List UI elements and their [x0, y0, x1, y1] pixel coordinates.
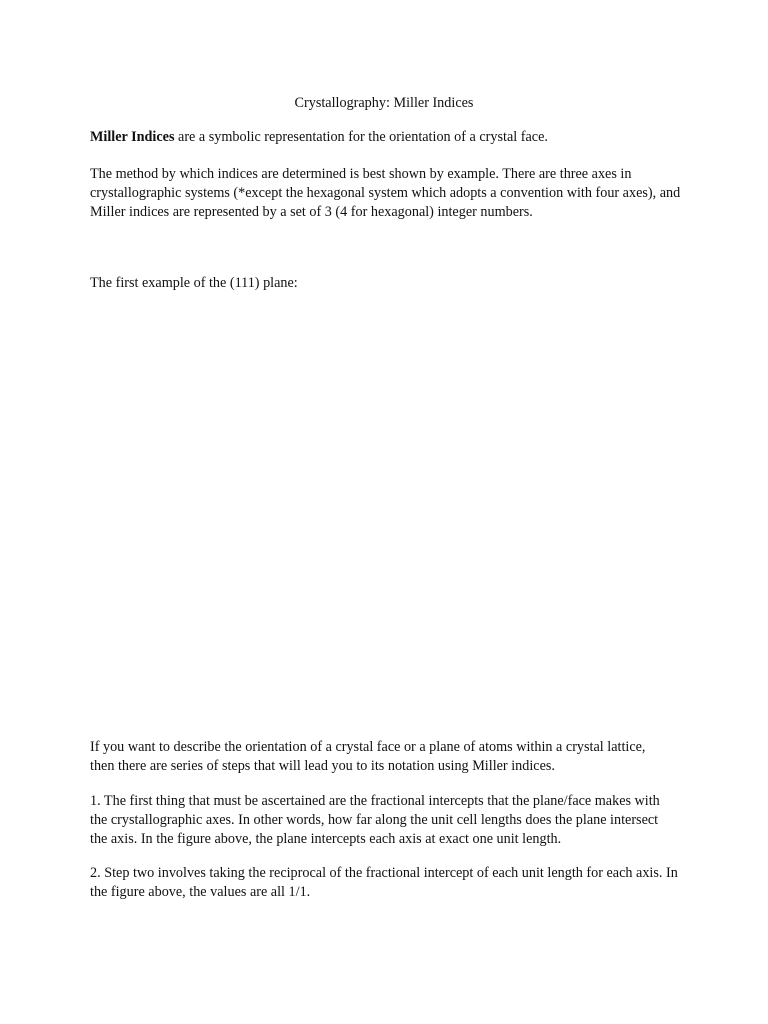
- intro-paragraph: [90, 128, 690, 147]
- step-one-paragraph: 1. The first thing that must be ascertained are the fractional intercepts that the plane/face makes with the crystallographic axes. In other words, how far along the unit cell lengths does the plane intersect the axis. In the figure above, the plane intercepts each axis at exact one unit length.: [90, 793, 660, 847]
- intro-definition: are a symbolic representation for the orientation of a crystal face.: [174, 129, 548, 145]
- figure-placeholder: [90, 300, 690, 720]
- step-two-paragraph: 2. Step two involves taking the reciprocal of the fractional intercept of each unit length for each axis. In the figure above, the values are all 1/1.: [90, 865, 678, 900]
- describe-paragraph: If you want to describe the orientation of a crystal face or a plane of atoms within a crystal lattice, then there are series of steps that will lead you to its notation using Miller indices.: [90, 739, 646, 774]
- example-heading: The first example of the (111) plane:: [90, 275, 298, 291]
- intro-term: Miller Indices: [90, 129, 175, 145]
- document-title: Crystallography: Miller Indices: [294, 95, 474, 111]
- method-paragraph: The method by which indices are determined is best shown by example. There are three axes in crystallographic systems (*except the hexagonal system which adopts a convention with four axes), and Miller indices are represented by a set of 3 (4 for hexagonal) integer numbers.: [90, 166, 681, 220]
